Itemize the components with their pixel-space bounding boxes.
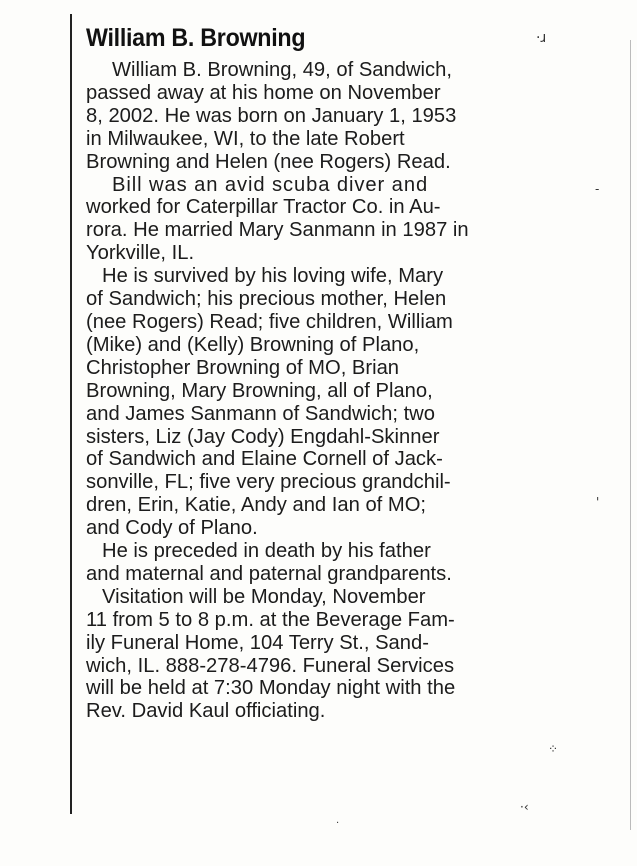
- text-line: Visitation will be Monday, November: [102, 585, 426, 608]
- text-line: Christopher Browning of MO, Brian: [86, 356, 400, 379]
- text-line: William B. Browning, 49, of Sandwich,: [112, 59, 452, 81]
- text-line: Yorkville, IL.: [86, 242, 195, 265]
- scan-speck: ·‹: [520, 800, 529, 814]
- text-line: wich, IL. 888-278-4796. Funeral Services: [86, 654, 455, 677]
- clipping-edge: [630, 40, 631, 830]
- obituary-clipping: [86, 24, 556, 723]
- text-line: and Cody of Plano.: [86, 517, 258, 540]
- column-rule: [70, 14, 72, 814]
- text-line: He is survived by his loving wife, Mary: [102, 265, 444, 288]
- scan-speck: ·: [336, 818, 340, 829]
- text-line: 11 from 5 to 8 p.m. at the Beverage Fam-: [86, 608, 455, 631]
- obituary-body: [86, 59, 556, 723]
- obituary-paragraph: [86, 59, 556, 174]
- text-line: He is preceded in death by his father: [102, 540, 431, 563]
- scan-speck: -: [595, 182, 600, 196]
- text-line: (nee Rogers) Read; five children, William: [86, 310, 453, 333]
- obituary-paragraph: [86, 265, 556, 540]
- obituary-paragraph: [86, 174, 556, 266]
- text-line: in Milwaukee, WI, to the late Robert: [86, 127, 405, 150]
- text-line: rora. He married Mary Sanmann in 1987 in: [86, 219, 469, 242]
- text-line: Browning and Helen (nee Rogers) Read.: [86, 150, 451, 173]
- text-line: worked for Caterpillar Tractor Co. in Au-: [86, 196, 441, 219]
- text-line: (Mike) and (Kelly) Browning of Plano,: [86, 333, 420, 356]
- text-line: sonville, FL; five very precious grandchil-: [86, 471, 451, 494]
- scan-speck: ': [596, 495, 600, 509]
- text-line: and James Sanmann of Sandwich; two: [86, 402, 435, 425]
- obituary-paragraph: [86, 540, 556, 586]
- text-line: dren, Erin, Katie, Andy and Ian of MO;: [86, 494, 427, 517]
- text-line: will be held at 7:30 Monday night with the: [86, 677, 456, 700]
- scan-speck: ·ɹ: [536, 30, 547, 46]
- scan-speck: ⁘: [548, 742, 559, 756]
- text-line: ily Funeral Home, 104 Terry St., Sand-: [86, 631, 429, 654]
- text-line: sisters, Liz (Jay Cody) Engdahl-Skinner: [86, 425, 440, 448]
- text-line: Bill was an avid scuba diver and: [112, 173, 429, 196]
- text-line: of Sandwich and Elaine Cornell of Jack-: [86, 448, 443, 471]
- text-line: 8, 2002. He was born on January 1, 1953: [86, 104, 457, 127]
- text-line: Rev. David Kaul officiating.: [86, 700, 326, 723]
- text-line: passed away at his home on November: [86, 81, 441, 104]
- text-line: and maternal and paternal grandparents.: [86, 562, 452, 585]
- obituary-paragraph: [86, 586, 556, 723]
- text-line: of Sandwich; his precious mother, Helen: [86, 288, 447, 311]
- text-line: Browning, Mary Browning, all of Plano,: [86, 379, 433, 402]
- obituary-headline: William B. Browning: [86, 24, 306, 52]
